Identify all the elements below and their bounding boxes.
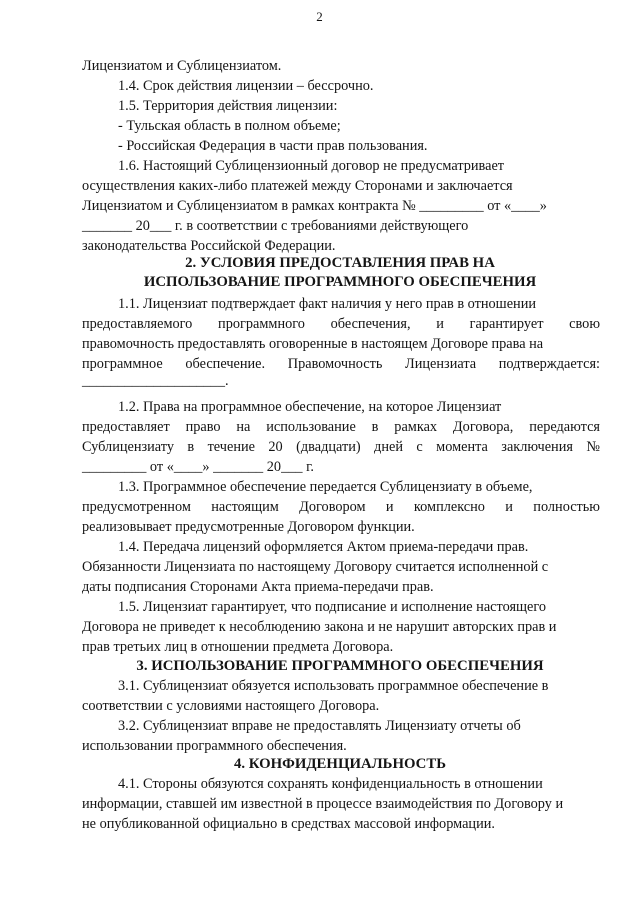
clause-2-1-2: 1.2. Права на программное обеспечение, на которое Лицензиат <box>118 399 502 415</box>
clause-2-1-5: 1.5. Лицензиат гарантирует, что подписание и исполнение настоящего <box>118 599 547 615</box>
clause-1-5: 1.5. Территория действия лицензии: <box>118 98 338 114</box>
text-line: Лицензиатом и Сублицензиатом. <box>82 58 282 74</box>
text-line: предоставляемого программного обеспечения, и гарантирует свою <box>82 316 600 332</box>
clause-1-4: 1.4. Срок действия лицензии – бессрочно. <box>118 78 374 94</box>
text-line: _______ 20___ г. в соответствии с требованиями действующего <box>82 218 469 234</box>
text-line: осуществления каких-либо платежей между Сторонами и заключается <box>82 178 513 194</box>
section-4-heading: 4. КОНФИДЕНЦИАЛЬНОСТЬ <box>233 756 446 772</box>
text-line: использовании программного обеспечения. <box>82 738 347 754</box>
clause-2-1-3: 1.3. Программное обеспечение передается Сублицензиату в объеме, <box>118 479 533 495</box>
text-line: информации, ставшей им известной в процессе взаимодействия по Договору и <box>82 796 564 812</box>
section-2-heading-cont: ИСПОЛЬЗОВАНИЕ ПРОГРАММНОГО ОБЕСПЕЧЕНИЯ <box>143 274 537 290</box>
text-line: прав третьих лиц в отношении предмета Договора. <box>82 639 394 655</box>
text-line: предусмотренном настоящим Договором и комплексно и полностью <box>82 499 600 515</box>
text-line: не опубликованной официально в средствах массовой информации. <box>82 816 495 832</box>
clause-1-6: 1.6. Настоящий Сублицензионный договор не предусматривает <box>118 158 505 174</box>
clause-3-2: 3.2. Сублицензиат вправе не предоставлять Лицензиату отчеты об <box>118 718 521 734</box>
text-line: даты подписания Сторонами Акта приема-передачи прав. <box>82 579 434 595</box>
text-line: соответствии с условиями настоящего Договора. <box>82 698 380 714</box>
text-line: предоставляет право на использование в рамках Договора, передаются <box>82 419 600 435</box>
text-line: реализовывает предусмотренные Договором функции. <box>82 519 415 535</box>
text-line: законодательства Российской Федерации. <box>82 238 336 254</box>
text-line: Лицензиатом и Сублицензиатом в рамках контракта № _________ от «____» <box>82 198 547 214</box>
list-item: - Российская Федерация в части прав пользования. <box>118 138 428 154</box>
text-line: ____________________. <box>82 373 229 389</box>
section-3-heading: 3. ИСПОЛЬЗОВАНИЕ ПРОГРАММНОГО ОБЕСПЕЧЕНИЯ <box>136 658 544 674</box>
text-line: Сублицензиату в течение 20 (двадцати) дней с момента заключения № <box>82 439 600 455</box>
text-line: Обязанности Лицензиата по настоящему Договору считается исполненной с <box>82 559 549 575</box>
page-number: 2 <box>316 9 323 24</box>
section-2-heading: 2. УСЛОВИЯ ПРЕДОСТАВЛЕНИЯ ПРАВ НА <box>185 255 495 271</box>
list-item: - Тульская область в полном объеме; <box>118 118 341 134</box>
text-line: программное обеспечение. Правомочность Лицензиата подтверждается: <box>82 356 600 372</box>
clause-2-1-1: 1.1. Лицензиат подтверждает факт наличия у него прав в отношении <box>118 296 536 312</box>
text-line: _________ от «____» _______ 20___ г. <box>82 459 314 475</box>
text-line: Договора не приведет к несоблюдению закона и не нарушит авторских прав и <box>82 619 557 635</box>
text-line: правомочность предоставлять оговоренные в настоящем Договоре права на <box>82 336 544 352</box>
clause-4-1: 4.1. Стороны обязуются сохранять конфиденциальность в отношении <box>118 776 543 792</box>
clause-3-1: 3.1. Сублицензиат обязуется использовать программное обеспечение в <box>118 678 549 694</box>
clause-2-1-4: 1.4. Передача лицензий оформляется Актом приема-передачи прав. <box>118 539 529 555</box>
